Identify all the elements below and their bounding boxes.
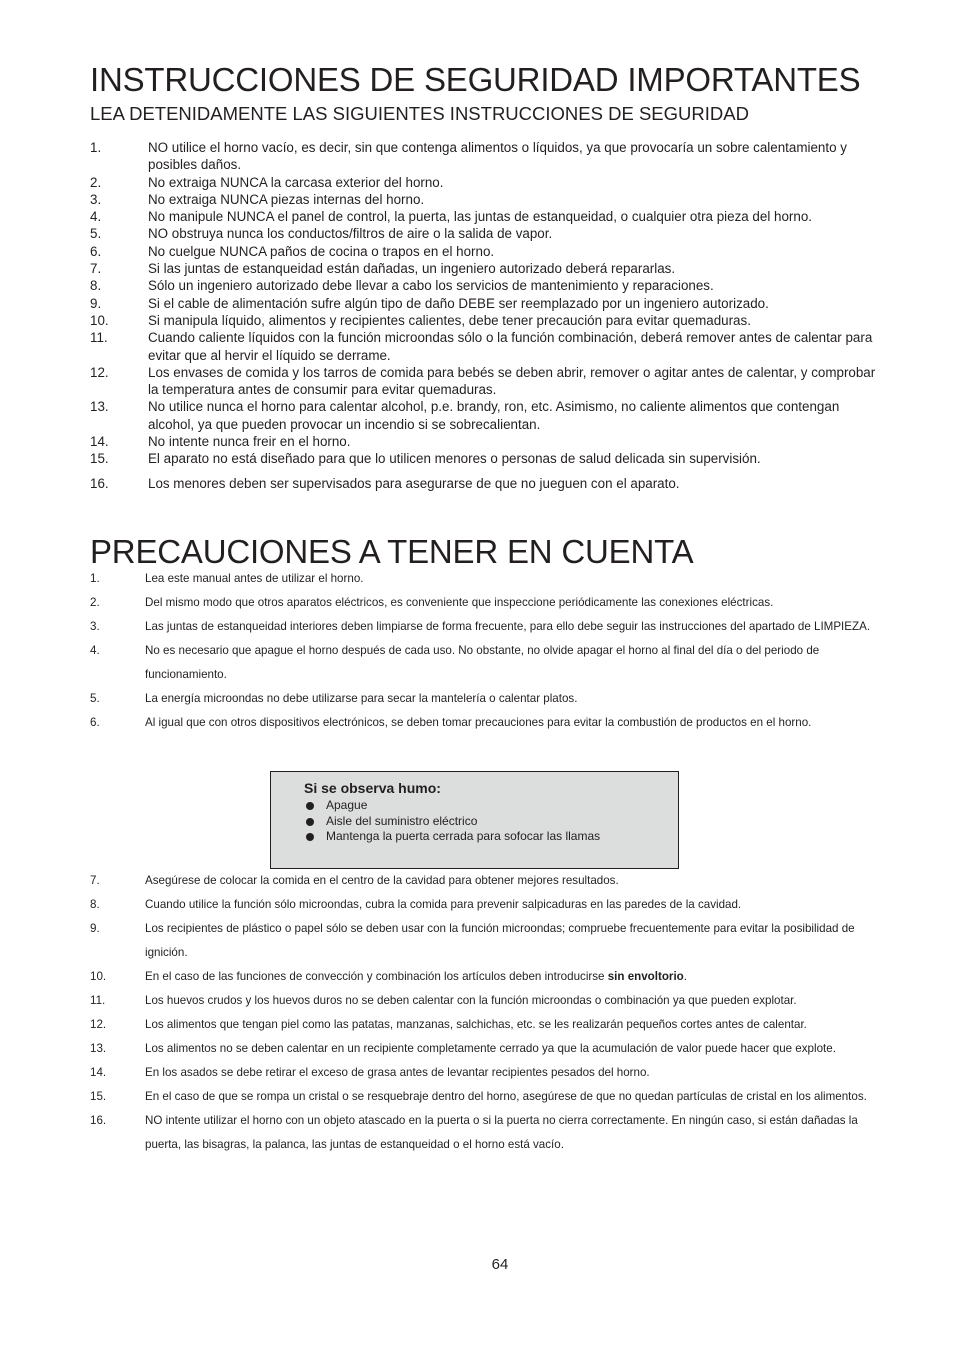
item-text: No es necesario que apague el horno después de cada uso. No obstante, no olvide apagar el horno al final del día o del periodo de funcionamiento. — [145, 644, 820, 681]
item-text: Los alimentos que tengan piel como las patatas, manzanas, salchichas, etc. se les realizarán pequeños cortes antes de calentar. — [145, 1018, 807, 1031]
item-number: 4. — [90, 644, 100, 657]
item-text: En los asados se debe retirar el exceso de grasa antes de levantar recipientes pesados del horno. — [145, 1066, 650, 1079]
list-item — [90, 225, 880, 242]
list-item — [90, 1013, 890, 1037]
list-item — [90, 893, 890, 917]
item-number: 14. — [90, 434, 109, 450]
item-number: 14. — [90, 1066, 107, 1079]
safety-title: INSTRUCCIONES DE SEGURIDAD IMPORTANTES — [90, 61, 861, 98]
safety-subtitle: LEA DETENIDAMENTE LAS SIGUIENTES INSTRUCCIONES DE SEGURIDAD — [90, 103, 749, 124]
list-item — [90, 329, 880, 364]
item-number: 1. — [90, 140, 102, 155]
item-text: Asegúrese de colocar la comida en el centro de la cavidad para obtener mejores resultados. — [145, 874, 619, 887]
item-number: 12. — [90, 364, 109, 380]
list-item — [90, 398, 880, 433]
item-number: 13. — [90, 399, 109, 415]
item-text: Al igual que con otros dispositivos electrónicos, se deben tomar precauciones para evitar la combustión de productos en el horno. — [145, 716, 812, 729]
item-text: No intente nunca freir en el horno. — [148, 434, 351, 450]
list-item — [90, 591, 890, 615]
bullet-text: Aisle del suministro eléctrico — [326, 813, 478, 828]
item-text: Si las juntas de estanqueidad están dañadas, un ingeniero autorizado deberá repararlas. — [148, 261, 676, 277]
item-number: 11. — [90, 994, 106, 1007]
item-number: 5. — [90, 692, 100, 705]
item-text: Los alimentos no se deben calentar en un recipiente completamente cerrado ya que la acumulación de valor puede hacer que explote. — [145, 1042, 836, 1055]
list-item — [90, 1085, 890, 1109]
item-text: Sólo un ingeniero autorizado debe llevar a cabo los servicios de mantenimiento y reparaciones. — [148, 278, 714, 294]
list-item — [90, 639, 890, 687]
item-text: NO intente utilizar el horno con un objeto atascado en la puerta o si la puerta no cierra correctamente. En ningún caso, si están dañadas la puerta, las bisagras, la palanca, las juntas de estanqueidad o el horno está vacío. — [145, 1114, 858, 1151]
item-number: 6. — [90, 716, 100, 729]
item-number: 7. — [90, 874, 100, 887]
item-text: Los menores deben ser supervisados para asegurarse de que no jueguen con el aparato. — [148, 475, 680, 491]
item-text: En el caso de que se rompa un cristal o se resquebraje dentro del horno, asegúrese de que no quedan partículas de cristal en los alimentos. — [145, 1090, 867, 1103]
item-number: 13. — [90, 1042, 107, 1055]
list-item — [90, 277, 880, 294]
item-text-end: . — [683, 970, 687, 983]
list-item — [90, 1037, 890, 1061]
precautions-list-continued — [90, 869, 890, 1157]
list-item — [90, 139, 880, 174]
bullet-text: Mantenga la puerta cerrada para sofocar las llamas — [326, 829, 601, 843]
item-number: 9. — [90, 295, 102, 311]
item-text: Los huevos crudos y los huevos duros no se deben calentar con la función microondas o combinación ya que pueden explotar. — [145, 994, 797, 1007]
item-number: 8. — [90, 278, 102, 294]
item-text: Lea este manual antes de utilizar el horno. — [145, 572, 364, 585]
list-item — [90, 869, 890, 893]
list-item — [90, 989, 890, 1013]
item-text: Si el cable de alimentación sufre algún tipo de daño DEBE ser reemplazado por un ingeniero autorizado. — [148, 295, 769, 311]
list-item — [90, 295, 880, 312]
item-number: 11. — [90, 330, 108, 346]
item-number: 16. — [90, 475, 109, 491]
bullet-icon — [306, 818, 314, 826]
smoke-warning-title: Si se observa humo: — [304, 780, 441, 796]
list-item — [90, 450, 880, 467]
list-item — [90, 243, 880, 260]
item-number: 8. — [90, 898, 100, 911]
safety-instructions-list — [90, 139, 880, 492]
smoke-warning-list — [305, 798, 600, 845]
list-item — [90, 965, 890, 989]
item-number: 16. — [90, 1114, 107, 1127]
item-text: Cuando utilice la función sólo microondas, cubra la comida para prevenir salpicaduras en las paredes de la cavidad. — [145, 898, 742, 911]
list-item — [90, 191, 880, 208]
bullet-item — [305, 814, 600, 830]
list-item — [90, 567, 890, 591]
list-item — [90, 208, 880, 225]
item-text: En el caso de las funciones de convección y combinación los artículos deben introducirse — [145, 970, 608, 983]
list-item — [90, 687, 890, 711]
list-item — [90, 174, 880, 191]
item-text: Las juntas de estanqueidad interiores deben limpiarse de forma frecuente, para ello debe seguir las instrucciones del apartado de LIMPIEZA. — [145, 620, 871, 633]
bullet-icon — [306, 802, 314, 810]
item-text: No extraiga NUNCA la carcasa exterior del horno. — [148, 174, 444, 190]
list-item — [90, 312, 880, 329]
item-text: No cuelgue NUNCA paños de cocina o trapos en el horno. — [148, 243, 495, 259]
item-number: 6. — [90, 243, 102, 259]
item-number: 12. — [90, 1018, 107, 1031]
item-text: Cuando caliente líquidos con la función microondas sólo o la función combinación, deberá remover antes de calentar para evitar que al hervir el líquido se derrame. — [148, 330, 873, 363]
item-text: Los recipientes de plástico o papel sólo se deben usar con la función microondas; compruebe frecuentemente para evitar la posibilidad de ignición. — [145, 922, 855, 959]
bullet-text: Apague — [326, 798, 368, 812]
item-text: El aparato no está diseñado para que lo utilicen menores o personas de salud delicada sin supervisión. — [148, 451, 761, 467]
item-text: NO utilice el horno vacío, es decir, sin que contenga alimentos o líquidos, ya que provocaría un sobre calentamiento y posibles daños. — [148, 140, 847, 173]
item-text: Si manipula líquido, alimentos y recipientes calientes, debe tener precaución para evitar quemaduras. — [148, 312, 751, 328]
item-number: 5. — [90, 226, 102, 242]
item-number: 15. — [90, 451, 109, 467]
list-item — [90, 1061, 890, 1085]
smoke-warning-box — [270, 771, 679, 869]
item-text: La energía microondas no debe utilizarse para secar la mantelería o calentar platos. — [145, 692, 578, 705]
item-number: 7. — [90, 261, 102, 277]
list-item — [90, 433, 880, 450]
item-text: No extraiga NUNCA piezas internas del horno. — [148, 191, 425, 207]
bullet-icon — [306, 833, 314, 841]
page-number: 64 — [491, 1256, 509, 1273]
item-number: 10. — [90, 312, 109, 328]
item-number: 2. — [90, 596, 100, 609]
list-item — [90, 917, 890, 965]
item-number: 10. — [90, 970, 107, 983]
item-text: Los envases de comida y los tarros de comida para bebés se deben abrir, remover o agitar antes de calentar, y comprobar la temperatura antes de consumir para evitar quemaduras. — [148, 364, 876, 398]
item-number: 3. — [90, 191, 102, 207]
list-item — [90, 615, 890, 639]
item-number: 9. — [90, 922, 100, 935]
precautions-list — [90, 567, 890, 735]
item-text: NO obstruya nunca los conductos/filtros de aire o la salida de vapor. — [148, 226, 553, 242]
list-item — [90, 260, 880, 277]
item-number: 2. — [90, 174, 102, 190]
list-item — [90, 364, 880, 399]
list-item — [90, 475, 880, 492]
item-text-bold: sin envoltorio — [607, 970, 684, 983]
item-text: Del mismo modo que otros aparatos eléctricos, es conveniente que inspeccione periódicamente las conexiones eléctricas. — [145, 596, 774, 609]
list-item — [90, 1109, 890, 1157]
bullet-item — [305, 829, 600, 845]
item-number: 1. — [90, 572, 100, 585]
item-text: No utilice nunca el horno para calentar alcohol, p.e. brandy, ron, etc. Asimismo, no caliente alimentos que contengan alcohol, ya que pueden provocar un incendio si se sobrecalientan. — [148, 399, 840, 432]
item-number: 15. — [90, 1090, 107, 1103]
item-number: 4. — [90, 209, 102, 225]
bullet-item — [305, 798, 600, 814]
item-text: No manipule NUNCA el panel de control, la puerta, las juntas de estanqueidad, o cualquier otra pieza del horno. — [148, 209, 812, 225]
list-item — [90, 711, 890, 735]
precautions-title: PRECAUCIONES A TENER EN CUENTA — [90, 533, 694, 570]
item-number: 3. — [90, 620, 100, 633]
